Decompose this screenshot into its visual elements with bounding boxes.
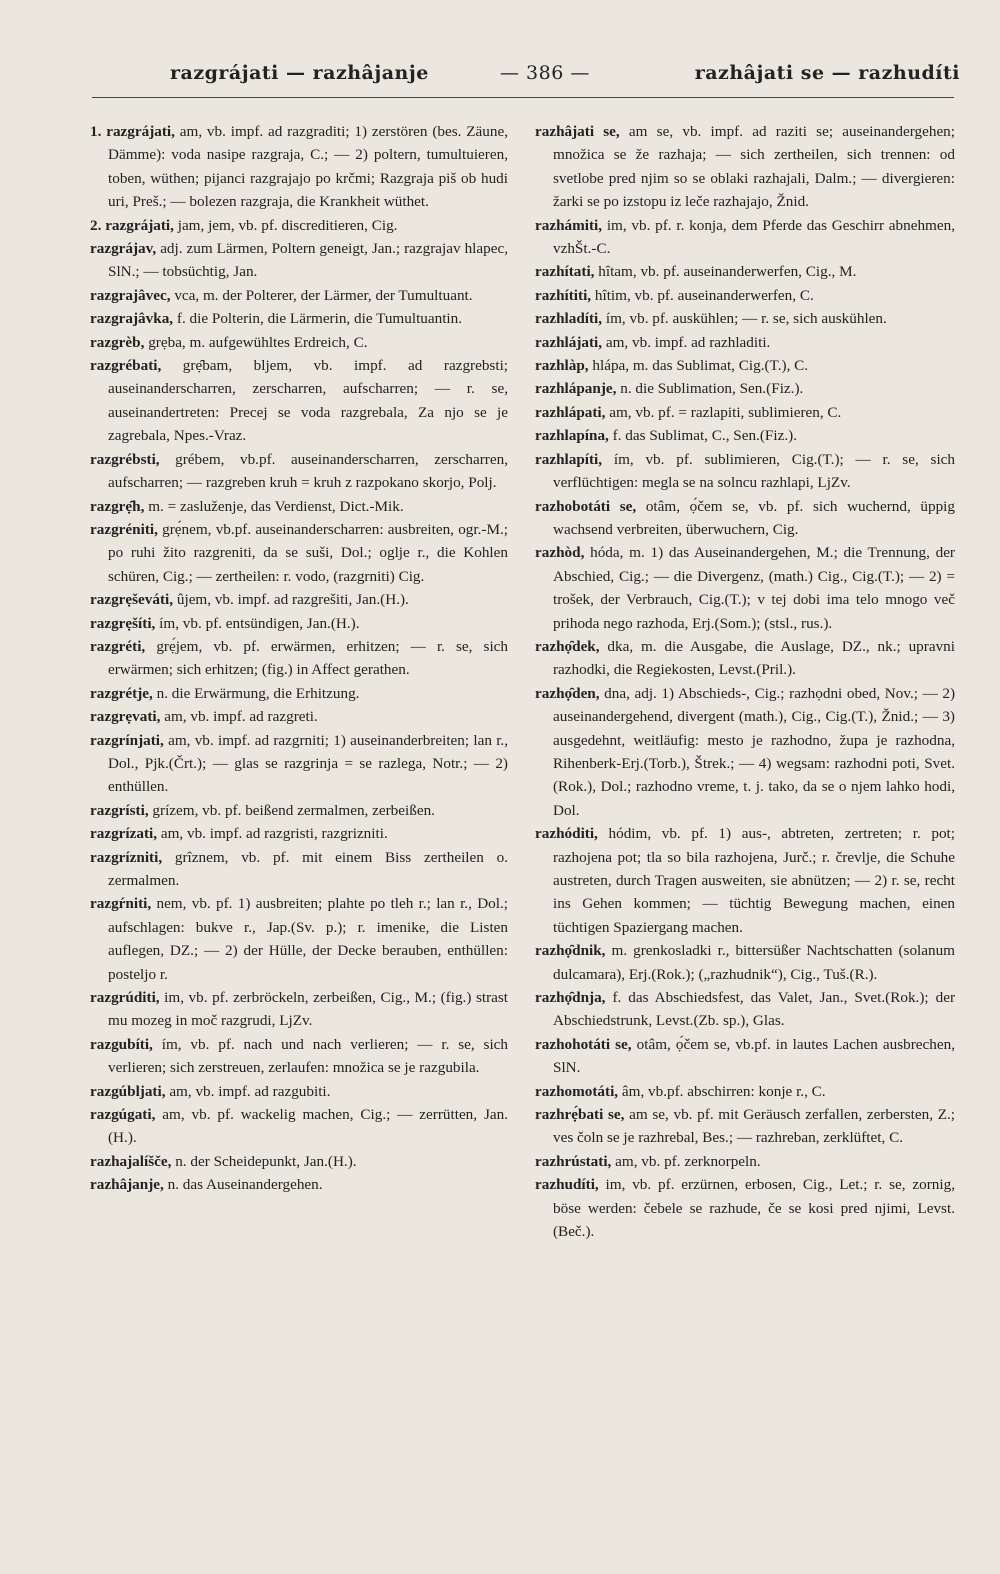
- dictionary-entry: [90, 331, 508, 354]
- entry-definition: im, vb. pf. erzürnen, erbosen, Cig., Let.; r. se, zornig, böse werden: čebele se razhude, če se kosi pred njimi, Levst.(Beč.).: [553, 1176, 956, 1241]
- dictionary-entry: [90, 237, 508, 284]
- entry-definition: am, vb. impf. ad razgreti.: [164, 708, 318, 726]
- entry-headword: razhọ̑dnja,: [535, 989, 606, 1007]
- entry-headword: razhohotáti se,: [535, 1035, 632, 1053]
- entry-headword: razhâjanje,: [90, 1176, 164, 1194]
- entry-definition: im, vb. pf. zerbröckeln, zerbeißen, Cig., M.; (fig.) strast mu mozeg in moč razgrudi, LjZv.: [108, 989, 509, 1030]
- entry-definition: m. = zasluženje, das Verdienst, Dict.-Mik.: [148, 497, 404, 515]
- dictionary-entry: [90, 518, 508, 588]
- dictionary-entry: [535, 682, 955, 822]
- dictionary-entry: [90, 1173, 508, 1196]
- dictionary-entry: [535, 354, 955, 377]
- entry-definition: am, vb. pf. wackelig machen, Cig.; — zerrütten, Jan.(H.).: [108, 1106, 509, 1147]
- entry-headword: razgrèb,: [90, 333, 145, 351]
- entry-definition: f. das Abschiedsfest, das Valet, Jan., Svet.(Rok.); der Abschiedstrunk, Levst.(Zb. sp.), Glas.: [553, 989, 955, 1030]
- dictionary-entry: [90, 1080, 508, 1103]
- entry-headword: razgrájav,: [90, 240, 157, 258]
- dictionary-entry: [535, 986, 955, 1033]
- entry-definition: m. grenkosladki r., bittersüßer Nachtschatten (solanum dulcamara), Erj.(Rok.); („razhudnik“), Cig., Tuš.(R.).: [553, 942, 956, 983]
- dictionary-entry: [535, 939, 955, 986]
- entry-headword: razhámiti,: [535, 216, 603, 234]
- entry-definition: ím, vb. pf. sublimieren, Cig.(T.); — r. se, sich verflüchtigen: megla se na solncu razhlapi, LjZv.: [553, 450, 955, 492]
- dictionary-entry: [90, 822, 508, 845]
- entry-definition: grẹ́nem, vb.pf. auseinanderscharren: ausbreiten, ogr.-M.; po ruhi žito razgreniti, da se suši, Dol.; oglje r., die Kohlen schüren, Cig.; — zertheilen: r. vodo, (razgrniti) Cig.: [108, 520, 508, 585]
- entry-headword: razhobotáti se,: [535, 497, 637, 515]
- entry-definition: ím, vb. pf. nach und nach verlieren; — r. se, sich verlieren; sich zerstreuen, zerlaufen: množica se je razgubila.: [108, 1035, 508, 1077]
- entry-headword: razgrúditi,: [90, 989, 160, 1007]
- dictionary-entry: [90, 635, 508, 682]
- left-column: [90, 120, 508, 1197]
- entry-definition: grébem, vb.pf. auseinanderscharren, zerscharren, aufscharren; — razgreben kruh = kruh z razpokano skorjo, Polj.: [108, 450, 508, 492]
- dictionary-entry: [535, 1150, 955, 1173]
- dictionary-entry: [90, 1103, 508, 1150]
- header-right-guideword: razhâjati se — razhudíti: [694, 62, 960, 84]
- entry-definition: hlápa, m. das Sublimat, Cig.(T.), C.: [592, 357, 809, 375]
- dictionary-entry: [90, 307, 508, 330]
- entry-headword: razgrẹvati,: [90, 708, 161, 726]
- entry-definition: otâm, ọ́čem se, vb.pf. in lautes Lachen ausbrechen, SlN.: [553, 1035, 955, 1077]
- entry-definition: f. die Polterin, die Lärmerin, die Tumultuantin.: [176, 310, 463, 328]
- entry-headword: razhlájati,: [535, 333, 603, 351]
- entry-headword: razgrébati,: [90, 357, 162, 375]
- dictionary-entry: [90, 612, 508, 635]
- dictionary-entry: [90, 892, 508, 986]
- dictionary-entry: [90, 729, 508, 799]
- entry-definition: am, vb. impf. ad razgraditi; 1) zerstören (bes. Zäune, Dämme): voda nasipe razgraja, C.; — 2) poltern, tumultuieren, toben, wüthen; pijanci razgrajajo po krčmi; Razgraja piš ob hudi uri, Preš.; — bolezen razgraja, die Krankheit wüthet.: [108, 123, 508, 211]
- entry-headword: razhajalíšče,: [90, 1152, 172, 1170]
- entry-definition: vca, m. der Polterer, der Lärmer, der Tumultuant.: [174, 286, 473, 304]
- dictionary-entry: [535, 1080, 955, 1103]
- entry-definition: f. das Sublimat, C., Sen.(Fiz.).: [612, 427, 797, 445]
- entry-definition: am, vb. impf. ad razhladiti.: [605, 333, 771, 351]
- page-number: — 386 —: [500, 62, 590, 84]
- entry-definition: im, vb. pf. r. konja, dem Pferde das Geschirr abnehmen, vzhŠt.-C.: [553, 216, 956, 258]
- entry-headword: razhâjati se,: [535, 123, 620, 140]
- dictionary-entry: [90, 1150, 508, 1173]
- entry-definition: hódim, vb. pf. 1) aus-, abtreten, zertreten; r. pot; razhojena pot; tla so bila razhojena, Jurč.; r. črevlje, die Schuhe austreten, durch Tragen ausweiten, sie abnützen; — 2) r. se, recht ins Gehen kommen; — tüchtig Bewegung machen, einen tüchtigen Spaziergang machen.: [553, 825, 955, 936]
- entry-headword: razgrajâvec,: [90, 286, 171, 304]
- entry-headword: razhudíti,: [535, 1176, 599, 1194]
- entry-definition: ím, vb. pf. auskühlen; — r. se, sich auskühlen.: [605, 310, 887, 328]
- entry-definition: am, vb. pf. = razlapiti, sublimieren, C.: [609, 403, 842, 421]
- entry-definition: adj. zum Lärmen, Poltern geneigt, Jan.; razgrajav hlapec, SlN.; — tobsüchtig, Jan.: [108, 240, 508, 281]
- entry-headword: razgrajâvka,: [90, 310, 174, 328]
- entry-headword: razhomotáti,: [535, 1082, 619, 1100]
- entry-definition: ím, vb. pf. entsündigen, Jan.(H.).: [159, 614, 360, 632]
- entry-definition: am, vb. impf. ad razgubiti.: [169, 1082, 331, 1100]
- entry-headword: razhladíti,: [535, 310, 603, 328]
- dictionary-entry: [90, 448, 508, 495]
- entry-definition: hîtim, vb. pf. auseinanderwerfen, C.: [594, 286, 814, 304]
- dictionary-entry: [90, 495, 508, 518]
- entry-headword: razhlapíti,: [535, 450, 603, 468]
- entry-headword: razhóditi,: [535, 825, 598, 843]
- dictionary-entry: [535, 307, 955, 330]
- entry-headword: 1. razgrájati,: [90, 123, 175, 140]
- entry-headword: razgrébsti,: [90, 450, 160, 468]
- entry-definition: otâm, ọ́čem se, vb. pf. sich wuchernd, üppig wachsend verbreiten, überwuchern, Cig.: [553, 497, 955, 538]
- entry-headword: razhítati,: [535, 263, 595, 281]
- entry-definition: grẹ́jem, vb. pf. erwärmen, erhitzen; — r. se, sich erwärmen; sich erhitzen; (fig.) in Affect gerathen.: [108, 637, 509, 679]
- dictionary-entry: [535, 424, 955, 447]
- entry-definition: n. der Scheidepunkt, Jan.(H.).: [175, 1152, 357, 1170]
- right-column: [535, 120, 955, 1244]
- entry-definition: am se, vb. impf. ad raziti se; auseinandergehen; množica se že razhaja; — sich zertheilen, sich trennen: od svetlobe pred njim so se oblaki razhajali, Dalm.; — divergieren: žarki se po izstopu iz leče razhajajo, Žnid.: [553, 123, 955, 211]
- dictionary-entry: [90, 1033, 508, 1080]
- entry-headword: razhọ̑dnik,: [535, 942, 606, 960]
- entry-headword: razgubíti,: [90, 1035, 153, 1053]
- dictionary-entry: [535, 377, 955, 400]
- dictionary-entry: [535, 495, 955, 542]
- dictionary-entry: [535, 822, 955, 939]
- entry-definition: am se, vb. pf. mit Geräusch zerfallen, zerbersten, Z.; ves čoln se je razhrebal, Bes.; — razhreban, zerklüftet, C.: [553, 1106, 955, 1147]
- header-left-guideword: razgrájati — razhâjanje: [170, 62, 429, 84]
- entry-headword: 2. razgrájati,: [90, 216, 174, 234]
- entry-headword: razhòd,: [535, 544, 585, 562]
- entry-definition: jam, jem, vb. pf. discreditieren, Cig.: [177, 216, 398, 234]
- entry-headword: razgrẹ̑h,: [90, 497, 145, 515]
- entry-definition: grẹba, m. aufgewühltes Erdreich, C.: [148, 333, 368, 351]
- dictionary-entry: [535, 260, 955, 283]
- dictionary-entry: [535, 1033, 955, 1080]
- entry-headword: razhlàp,: [535, 357, 589, 375]
- entry-headword: razgrẹševáti,: [90, 591, 174, 609]
- entry-definition: am, vb. pf. zerknorpeln.: [615, 1152, 761, 1170]
- dictionary-entry: [90, 214, 508, 237]
- entry-headword: razgrísti,: [90, 801, 149, 819]
- entry-definition: grẹ̑bam, bljem, vb. impf. ad razgrebsti; auseinanderscharren, zerscharren, aufscharren; — r. se, auseinandertreten: Precej se voda razgrebala, Za njo se je zagrebala, Npes.-Vraz.: [108, 357, 509, 445]
- header-rule: [92, 97, 954, 98]
- entry-definition: dka, m. die Ausgabe, die Auslage, DZ., nk.; upravni razhodki, die Regiekosten, Levst.(Pril.).: [553, 637, 955, 679]
- entry-headword: razgrízati,: [90, 825, 158, 843]
- dictionary-entry: [535, 284, 955, 307]
- entry-definition: hîtam, vb. pf. auseinanderwerfen, Cig., M.: [598, 263, 857, 281]
- entry-definition: n. die Erwärmung, die Erhitzung.: [156, 684, 360, 702]
- dictionary-entry: [535, 120, 955, 214]
- entry-headword: razhlapína,: [535, 427, 609, 445]
- entry-definition: grízem, vb. pf. beißend zermalmen, zerbeißen.: [152, 801, 435, 819]
- dictionary-entry: [90, 846, 508, 893]
- dictionary-entry: [90, 284, 508, 307]
- entry-headword: razgúgati,: [90, 1106, 156, 1124]
- dictionary-entry: [90, 986, 508, 1033]
- entry-headword: razhọ̑dek,: [535, 637, 600, 655]
- dictionary-entry: [535, 1173, 955, 1243]
- entry-headword: razhrústati,: [535, 1152, 612, 1170]
- dictionary-entry: [535, 1103, 955, 1150]
- entry-definition: n. die Sublimation, Sen.(Fiz.).: [620, 380, 804, 398]
- entry-definition: âm, vb.pf. abschirren: konje r., C.: [621, 1082, 826, 1100]
- entry-headword: razgrízniti,: [90, 848, 163, 866]
- entry-headword: razgrétje,: [90, 684, 153, 702]
- dictionary-entry: [90, 682, 508, 705]
- entry-headword: razgŕniti,: [90, 895, 152, 913]
- entry-headword: razgrínjati,: [90, 731, 164, 749]
- running-header: [170, 62, 960, 92]
- entry-definition: ûjem, vb. impf. ad razgrešiti, Jan.(H.).: [176, 591, 409, 609]
- dictionary-entry: [535, 448, 955, 495]
- entry-headword: razhlápati,: [535, 403, 606, 421]
- entry-headword: razgréniti,: [90, 520, 158, 538]
- dictionary-entry: [90, 588, 508, 611]
- entry-headword: razhrẹ́bati se,: [535, 1106, 625, 1124]
- dictionary-entry: [535, 541, 955, 635]
- dictionary-entry: [90, 705, 508, 728]
- dictionary-entry: [90, 354, 508, 448]
- dictionary-entry: [90, 799, 508, 822]
- entry-definition: am, vb. impf. ad razgrniti; 1) auseinanderbreiten; lan r., Dol., Pjk.(Črt.); — glas se razgrinja = se razlega, Notr.; — 2) enthüllen.: [108, 731, 509, 796]
- entry-definition: nem, vb. pf. 1) ausbreiten; plahte po tleh r.; lan r., Dol.; aufschlagen: bukve r., Jap.(Sv. p.); r. imenike, die Listen auflegen, DZ.; — 2) der Hülle, der Decke berauben, enthüllen: posteljo r.: [108, 895, 508, 983]
- entry-headword: razhlápanje,: [535, 380, 617, 398]
- dictionary-entry: [90, 120, 508, 214]
- entry-definition: hóda, m. 1) das Auseinandergehen, M.; die Trennung, der Abschied, Cig.; — die Divergenz, (math.) Cig., Cig.(T.); — 2) = trošek, der Verbrauch, Cig.(T.); v tej dobi ima telo mnogo več prihoda nego razhoda, Erj.(Som.); (stsl., rus.).: [553, 544, 955, 632]
- entry-headword: razgréti,: [90, 637, 146, 655]
- entry-definition: grîznem, vb. pf. mit einem Biss zertheilen o. zermalmen.: [108, 848, 509, 889]
- dictionary-entry: [535, 635, 955, 682]
- dictionary-entry: [535, 214, 955, 261]
- entry-definition: am, vb. impf. ad razgristi, razgrizniti.: [160, 825, 388, 843]
- entry-headword: razgrẹšíti,: [90, 614, 156, 632]
- entry-headword: razhítiti,: [535, 286, 592, 304]
- dictionary-entry: [535, 331, 955, 354]
- dictionary-entry: [535, 401, 955, 424]
- entry-headword: razgúbljati,: [90, 1082, 166, 1100]
- entry-definition: dna, adj. 1) Abschieds-, Cig.; razhọdni obed, Nov.; — 2) auseinandergehend, divergent (math.), Cig., Cig.(T.), Žnid.; — 3) ausgedehnt, weitläufig: mesto je razhodno, župa je razhodna, Rihenberk-Erj.(Torb.), Štrek.; — 4) wegsam: razhodni poti, Svet.(Rok.), Dol.; razhodno vreme, t. j. tako, da se o njem lahko hodi, Dol.: [553, 684, 956, 819]
- entry-headword: razhọ̑den,: [535, 684, 600, 702]
- entry-definition: n. das Auseinandergehen.: [167, 1176, 323, 1194]
